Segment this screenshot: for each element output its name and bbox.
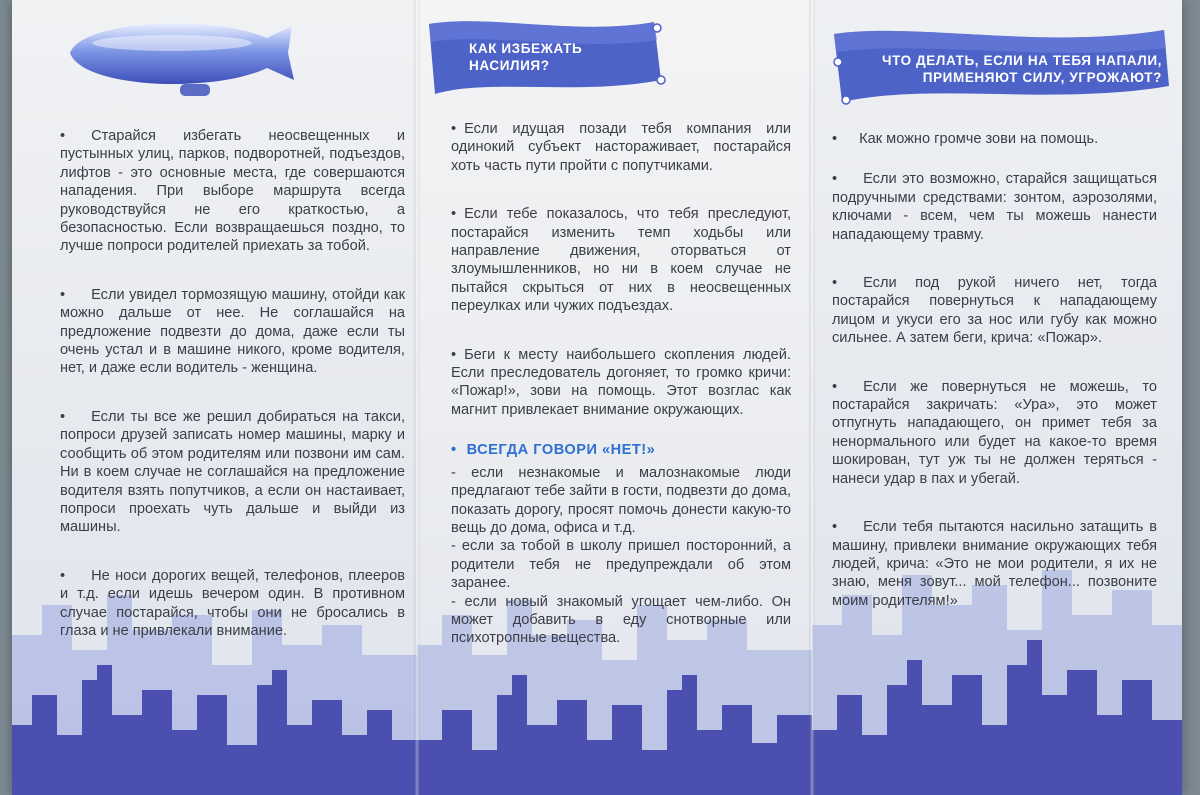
- airship-illustration: [62, 8, 302, 103]
- panel-middle-text: [451, 120, 791, 648]
- paragraph: • Если под рукой ничего нет, тогда постарайся повернуться к нападающему лицом и укуси его за нос или губу как можно сильнее. А затем беги, крича: «Пожар».: [832, 275, 1157, 347]
- panel-middle: [417, 0, 812, 795]
- fold-line: [414, 0, 420, 795]
- section-heading: • ВСЕГДА ГОВОРИ «НЕТ!»: [451, 442, 656, 459]
- paragraph: • Если увидел тормозящую машину, отойди как можно дальше от нее. Не соглашайся на предложение подвезти до дома, даже если ты очень устал и в машине никого, кроме водителя, нет, и даже если водитель - женщина.: [60, 286, 405, 377]
- bullet: •: [60, 567, 66, 584]
- paragraph: • Старайся избегать неосвещенных и пустынных улиц, парков, подворотней, подъездов, лифтов - это основные места, где совершаются нападения. При выборе маршрута всегда руководствуйся не его краткостью, а безопасностью. Если возвращаешься поздно, то лучше попроси родителей приехать за тобой.: [60, 128, 405, 255]
- bullet: •: [451, 206, 457, 223]
- bullet: •: [60, 286, 66, 303]
- list-item: - если новый знакомый угощает чем-либо. Он может добавить в еду снотворные или психотропные вещества.: [451, 593, 791, 647]
- bullet: •: [832, 378, 838, 395]
- brochure: [12, 0, 1182, 795]
- list-item: - если незнакомые и малознакомые люди предлагают тебе зайти в гости, подвезти до дома, показать дорогу, просят помочь донести какую-то вещь до дома, офиса и т.д.: [451, 464, 792, 536]
- bullet: •: [60, 128, 66, 144]
- paragraph: • Беги к месту наибольшего скопления людей. Если преследователь догоняет, то громко кричи: «Пожар!», зови на помощь. Этот возглас как магнит привлекает внимание окружающих.: [451, 346, 791, 418]
- paragraph: • Если это возможно, старайся защищаться подручными средствами: зонтом, аэрозолями, ключами - всем, чем ты можешь нанести нападающему травму.: [832, 171, 1157, 243]
- banner-title: КАК ИЗБЕЖАТЬ НАСИЛИЯ?: [469, 41, 583, 73]
- list-item: - если за тобой в школу пришел посторонний, а родители тебя не предупреждали об этом заранее.: [451, 538, 791, 592]
- panel-left-text: [60, 127, 405, 640]
- paragraph: • Если же повернуться не можешь, то постарайся закричать: «Ура», это может отпугнуть нападающего, он примет тебя за ненормального или будет на какое-то время шокирован, тут уж ты не должен теряться - нанеси удар в пах и убегай.: [832, 378, 1157, 487]
- bullet: •: [832, 519, 838, 536]
- bullet: •: [60, 408, 66, 425]
- banner-title: ЧТО ДЕЛАТЬ, ЕСЛИ НА ТЕБЯ НАПАЛИ, ПРИМЕНЯЮТ СИЛУ, УГРОЖАЮТ?: [882, 53, 1162, 85]
- paragraph: • Если идущая позади тебя компания или одинокий субъект настораживает, постарайся хоть часть пути пройти с попутчиками.: [451, 121, 791, 174]
- paragraph: • Если тебе показалось, что тебя преследуют, постарайся изменить темп ходьбы или направление движения, оторваться от злоумышленников, но ни в коем случае не пытайся скрыться от них в неосвещенных переулках или чужих подъездах.: [451, 206, 791, 315]
- bullet: •: [451, 121, 457, 137]
- bullet: •: [832, 275, 838, 292]
- fold-line: [809, 0, 815, 795]
- bullet: •: [832, 171, 838, 188]
- bullet: •: [451, 346, 457, 363]
- panel-right-text: [832, 130, 1157, 610]
- panel-right: [812, 0, 1182, 795]
- paragraph: • Если тебя пытаются насильно затащить в машину, привлеки внимание окружающих тебя людей, крича: «Это не мои родители, я их не знаю, меня зовут... мой телефон... позвоните моим родителям!»: [832, 519, 1157, 609]
- bullet: •: [832, 131, 838, 147]
- paragraph: • Как можно громче зови на помощь.: [832, 131, 1099, 147]
- paragraph: • Если ты все же решил добираться на такси, попроси друзей записать номер машины, марку и сообщить об этом родителям или позвони им сам. Ни в коем случае не соглашайся на предложение водителя взять попутчиков, а если он настаивает, попроси проехать чуть дальше и выйди из машины.: [60, 408, 405, 536]
- paragraph: • Не носи дорогих вещей, телефонов, плееров и т.д. если идешь вечером один. В противном случае постарайся, чтобы они не бросались в глаза и не привлекали внимание.: [60, 567, 405, 639]
- panel-left: [12, 0, 417, 795]
